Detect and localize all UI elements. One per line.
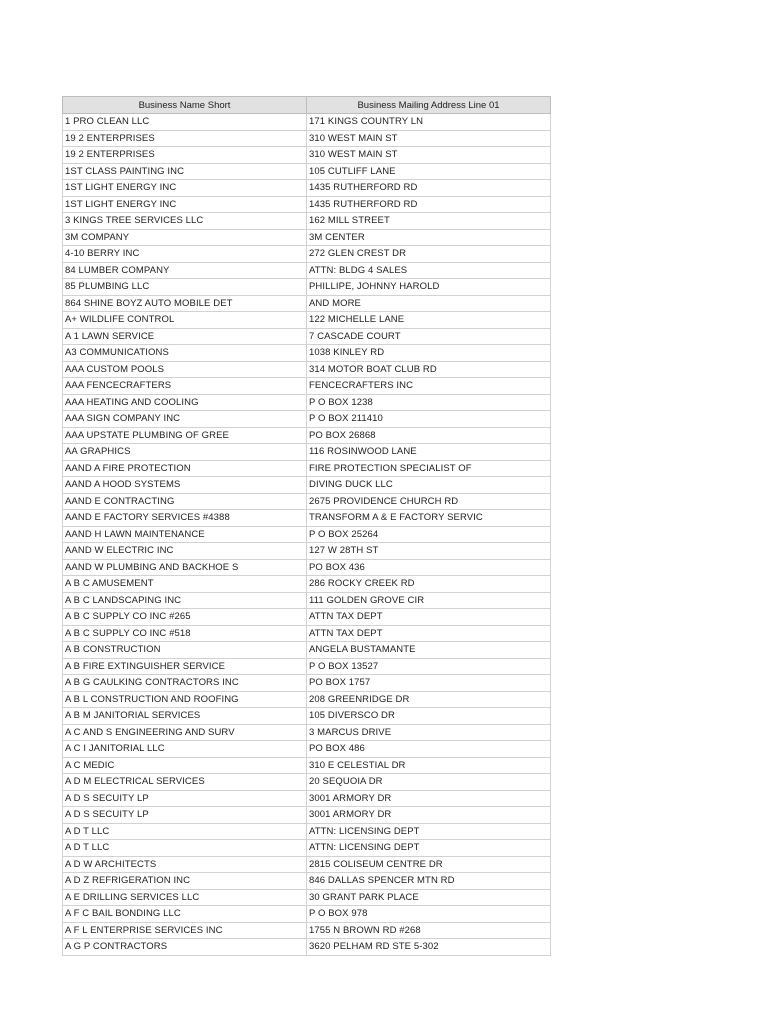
- mailing-address-cell[interactable]: P O BOX 1238: [307, 394, 551, 411]
- table-row: [63, 295, 551, 312]
- business-name-cell[interactable]: AAND A FIRE PROTECTION: [63, 460, 307, 477]
- table-row: [63, 262, 551, 279]
- mailing-address-cell[interactable]: 105 DIVERSCO DR: [307, 708, 551, 725]
- table-row: [63, 873, 551, 890]
- business-name-cell[interactable]: A B C LANDSCAPING INC: [63, 592, 307, 609]
- business-name-cell[interactable]: A F L ENTERPRISE SERVICES INC: [63, 922, 307, 939]
- table-row: [63, 724, 551, 741]
- table-row: [63, 328, 551, 345]
- table-row: [63, 790, 551, 807]
- mailing-address-cell[interactable]: 3620 PELHAM RD STE 5-302: [307, 939, 551, 956]
- spreadsheet-sheet: [62, 96, 550, 956]
- table-row: [63, 774, 551, 791]
- table-row: [63, 444, 551, 461]
- mailing-address-cell[interactable]: 286 ROCKY CREEK RD: [307, 576, 551, 593]
- header-business-name[interactable]: Business Name Short: [63, 97, 307, 114]
- business-name-cell[interactable]: AAA HEATING AND COOLING: [63, 394, 307, 411]
- mailing-address-cell[interactable]: DIVING DUCK LLC: [307, 477, 551, 494]
- table-header: [63, 97, 551, 114]
- table-row: [63, 493, 551, 510]
- mailing-address-cell[interactable]: ANGELA BUSTAMANTE: [307, 642, 551, 659]
- business-name-cell[interactable]: A B C SUPPLY CO INC #518: [63, 625, 307, 642]
- table-row: [63, 675, 551, 692]
- business-name-cell[interactable]: A 1 LAWN SERVICE: [63, 328, 307, 345]
- table-row: [63, 526, 551, 543]
- mailing-address-cell[interactable]: 171 KINGS COUNTRY LN: [307, 114, 551, 131]
- business-name-cell[interactable]: 19 2 ENTERPRISES: [63, 130, 307, 147]
- mailing-address-cell[interactable]: PO BOX 436: [307, 559, 551, 576]
- business-name-cell[interactable]: A B M JANITORIAL SERVICES: [63, 708, 307, 725]
- mailing-address-cell[interactable]: FENCECRAFTERS INC: [307, 378, 551, 395]
- business-name-cell[interactable]: 1 PRO CLEAN LLC: [63, 114, 307, 131]
- table-row: [63, 312, 551, 329]
- business-name-cell[interactable]: 1ST CLASS PAINTING INC: [63, 163, 307, 180]
- mailing-address-cell[interactable]: 3 MARCUS DRIVE: [307, 724, 551, 741]
- table-row: [63, 246, 551, 263]
- business-name-cell[interactable]: 1ST LIGHT ENERGY INC: [63, 196, 307, 213]
- table-row: [63, 559, 551, 576]
- business-name-cell[interactable]: AAND E FACTORY SERVICES #4388: [63, 510, 307, 527]
- table-row: [63, 741, 551, 758]
- business-name-cell[interactable]: 85 PLUMBING LLC: [63, 279, 307, 296]
- mailing-address-cell[interactable]: P O BOX 211410: [307, 411, 551, 428]
- table-row: [63, 592, 551, 609]
- mailing-address-cell[interactable]: 1435 RUTHERFORD RD: [307, 180, 551, 197]
- table-row: [63, 576, 551, 593]
- mailing-address-cell[interactable]: 105 CUTLIFF LANE: [307, 163, 551, 180]
- table-row: [63, 939, 551, 956]
- mailing-address-cell[interactable]: 127 W 28TH ST: [307, 543, 551, 560]
- business-name-cell[interactable]: A D Z REFRIGERATION INC: [63, 873, 307, 890]
- mailing-address-cell[interactable]: 111 GOLDEN GROVE CIR: [307, 592, 551, 609]
- business-name-cell[interactable]: AAA SIGN COMPANY INC: [63, 411, 307, 428]
- table-row: [63, 922, 551, 939]
- mailing-address-cell[interactable]: 3M CENTER: [307, 229, 551, 246]
- mailing-address-cell[interactable]: P O BOX 13527: [307, 658, 551, 675]
- business-name-cell[interactable]: 4-10 BERRY INC: [63, 246, 307, 263]
- business-name-cell[interactable]: A D T LLC: [63, 840, 307, 857]
- mailing-address-cell[interactable]: ATTN: BLDG 4 SALES: [307, 262, 551, 279]
- table-row: [63, 345, 551, 362]
- business-name-cell[interactable]: A C MEDIC: [63, 757, 307, 774]
- business-name-cell[interactable]: AAA FENCECRAFTERS: [63, 378, 307, 395]
- business-name-cell[interactable]: A D T LLC: [63, 823, 307, 840]
- mailing-address-cell[interactable]: 7 CASCADE COURT: [307, 328, 551, 345]
- table-row: [63, 411, 551, 428]
- mailing-address-cell[interactable]: 272 GLEN CREST DR: [307, 246, 551, 263]
- mailing-address-cell[interactable]: 846 DALLAS SPENCER MTN RD: [307, 873, 551, 890]
- table-row: [63, 196, 551, 213]
- business-name-cell[interactable]: A E DRILLING SERVICES LLC: [63, 889, 307, 906]
- mailing-address-cell[interactable]: ATTN TAX DEPT: [307, 625, 551, 642]
- mailing-address-cell[interactable]: PO BOX 486: [307, 741, 551, 758]
- business-name-cell[interactable]: AAND W PLUMBING AND BACKHOE S: [63, 559, 307, 576]
- business-name-cell[interactable]: AAND A HOOD SYSTEMS: [63, 477, 307, 494]
- mailing-address-cell[interactable]: 314 MOTOR BOAT CLUB RD: [307, 361, 551, 378]
- mailing-address-cell[interactable]: PO BOX 26868: [307, 427, 551, 444]
- table-row: [63, 807, 551, 824]
- mailing-address-cell[interactable]: 1435 RUTHERFORD RD: [307, 196, 551, 213]
- table-row: [63, 114, 551, 131]
- business-name-cell[interactable]: A+ WILDLIFE CONTROL: [63, 312, 307, 329]
- business-name-cell[interactable]: A G P CONTRACTORS: [63, 939, 307, 956]
- table-body: [63, 114, 551, 956]
- table-row: [63, 889, 551, 906]
- mailing-address-cell[interactable]: 3001 ARMORY DR: [307, 790, 551, 807]
- business-name-cell[interactable]: A B FIRE EXTINGUISHER SERVICE: [63, 658, 307, 675]
- business-name-cell[interactable]: A D S SECUITY LP: [63, 790, 307, 807]
- table-row: [63, 394, 551, 411]
- table-row: [63, 229, 551, 246]
- mailing-address-cell[interactable]: P O BOX 978: [307, 906, 551, 923]
- header-row: [63, 97, 551, 114]
- mailing-address-cell[interactable]: 162 MILL STREET: [307, 213, 551, 230]
- mailing-address-cell[interactable]: FIRE PROTECTION SPECIALIST OF: [307, 460, 551, 477]
- business-name-cell[interactable]: AAND W ELECTRIC INC: [63, 543, 307, 560]
- business-name-cell[interactable]: A B C AMUSEMENT: [63, 576, 307, 593]
- mailing-address-cell[interactable]: 30 GRANT PARK PLACE: [307, 889, 551, 906]
- business-name-cell[interactable]: AAND E CONTRACTING: [63, 493, 307, 510]
- mailing-address-cell[interactable]: 310 WEST MAIN ST: [307, 130, 551, 147]
- business-name-cell[interactable]: AAA CUSTOM POOLS: [63, 361, 307, 378]
- table-row: [63, 625, 551, 642]
- mailing-address-cell[interactable]: 208 GREENRIDGE DR: [307, 691, 551, 708]
- business-name-cell[interactable]: A D M ELECTRICAL SERVICES: [63, 774, 307, 791]
- table-row: [63, 510, 551, 527]
- business-name-cell[interactable]: 19 2 ENTERPRISES: [63, 147, 307, 164]
- business-name-cell[interactable]: A D S SECUITY LP: [63, 807, 307, 824]
- mailing-address-cell[interactable]: 1755 N BROWN RD #268: [307, 922, 551, 939]
- table-row: [63, 823, 551, 840]
- table-row: [63, 477, 551, 494]
- table-row: [63, 427, 551, 444]
- business-name-cell[interactable]: 864 SHINE BOYZ AUTO MOBILE DET: [63, 295, 307, 312]
- business-name-cell[interactable]: A C I JANITORIAL LLC: [63, 741, 307, 758]
- business-name-cell[interactable]: 3 KINGS TREE SERVICES LLC: [63, 213, 307, 230]
- mailing-address-cell[interactable]: ATTN TAX DEPT: [307, 609, 551, 626]
- mailing-address-cell[interactable]: ATTN: LICENSING DEPT: [307, 823, 551, 840]
- business-name-cell[interactable]: A B CONSTRUCTION: [63, 642, 307, 659]
- table-row: [63, 279, 551, 296]
- table-row: [63, 757, 551, 774]
- mailing-address-cell[interactable]: P O BOX 25264: [307, 526, 551, 543]
- table-row: [63, 856, 551, 873]
- mailing-address-cell[interactable]: PO BOX 1757: [307, 675, 551, 692]
- mailing-address-cell[interactable]: 2815 COLISEUM CENTRE DR: [307, 856, 551, 873]
- mailing-address-cell[interactable]: ATTN: LICENSING DEPT: [307, 840, 551, 857]
- mailing-address-cell[interactable]: 122 MICHELLE LANE: [307, 312, 551, 329]
- header-mailing-address[interactable]: Business Mailing Address Line 01: [307, 97, 551, 114]
- business-name-cell[interactable]: AAND H LAWN MAINTENANCE: [63, 526, 307, 543]
- table-row: [63, 147, 551, 164]
- business-name-cell[interactable]: A B L CONSTRUCTION AND ROOFING: [63, 691, 307, 708]
- business-table: [62, 96, 551, 956]
- table-row: [63, 213, 551, 230]
- table-row: [63, 180, 551, 197]
- business-name-cell[interactable]: A C AND S ENGINEERING AND SURV: [63, 724, 307, 741]
- mailing-address-cell[interactable]: 310 WEST MAIN ST: [307, 147, 551, 164]
- table-row: [63, 460, 551, 477]
- table-row: [63, 691, 551, 708]
- table-row: [63, 378, 551, 395]
- table-row: [63, 130, 551, 147]
- table-row: [63, 840, 551, 857]
- business-name-cell[interactable]: A3 COMMUNICATIONS: [63, 345, 307, 362]
- table-row: [63, 708, 551, 725]
- business-name-cell[interactable]: A B G CAULKING CONTRACTORS INC: [63, 675, 307, 692]
- mailing-address-cell[interactable]: 20 SEQUOIA DR: [307, 774, 551, 791]
- mailing-address-cell[interactable]: PHILLIPE, JOHNNY HAROLD: [307, 279, 551, 296]
- mailing-address-cell[interactable]: AND MORE: [307, 295, 551, 312]
- table-row: [63, 609, 551, 626]
- business-name-cell[interactable]: AAA UPSTATE PLUMBING OF GREE: [63, 427, 307, 444]
- mailing-address-cell[interactable]: 2675 PROVIDENCE CHURCH RD: [307, 493, 551, 510]
- table-row: [63, 642, 551, 659]
- table-row: [63, 163, 551, 180]
- business-name-cell[interactable]: 84 LUMBER COMPANY: [63, 262, 307, 279]
- mailing-address-cell[interactable]: 3001 ARMORY DR: [307, 807, 551, 824]
- table-row: [63, 658, 551, 675]
- mailing-address-cell[interactable]: 116 ROSINWOOD LANE: [307, 444, 551, 461]
- business-name-cell[interactable]: 1ST LIGHT ENERGY INC: [63, 180, 307, 197]
- table-row: [63, 543, 551, 560]
- business-name-cell[interactable]: AA GRAPHICS: [63, 444, 307, 461]
- business-name-cell[interactable]: 3M COMPANY: [63, 229, 307, 246]
- table-row: [63, 906, 551, 923]
- table-row: [63, 361, 551, 378]
- business-name-cell[interactable]: A D W ARCHITECTS: [63, 856, 307, 873]
- mailing-address-cell[interactable]: 1038 KINLEY RD: [307, 345, 551, 362]
- mailing-address-cell[interactable]: 310 E CELESTIAL DR: [307, 757, 551, 774]
- mailing-address-cell[interactable]: TRANSFORM A & E FACTORY SERVIC: [307, 510, 551, 527]
- business-name-cell[interactable]: A F C BAIL BONDING LLC: [63, 906, 307, 923]
- business-name-cell[interactable]: A B C SUPPLY CO INC #265: [63, 609, 307, 626]
